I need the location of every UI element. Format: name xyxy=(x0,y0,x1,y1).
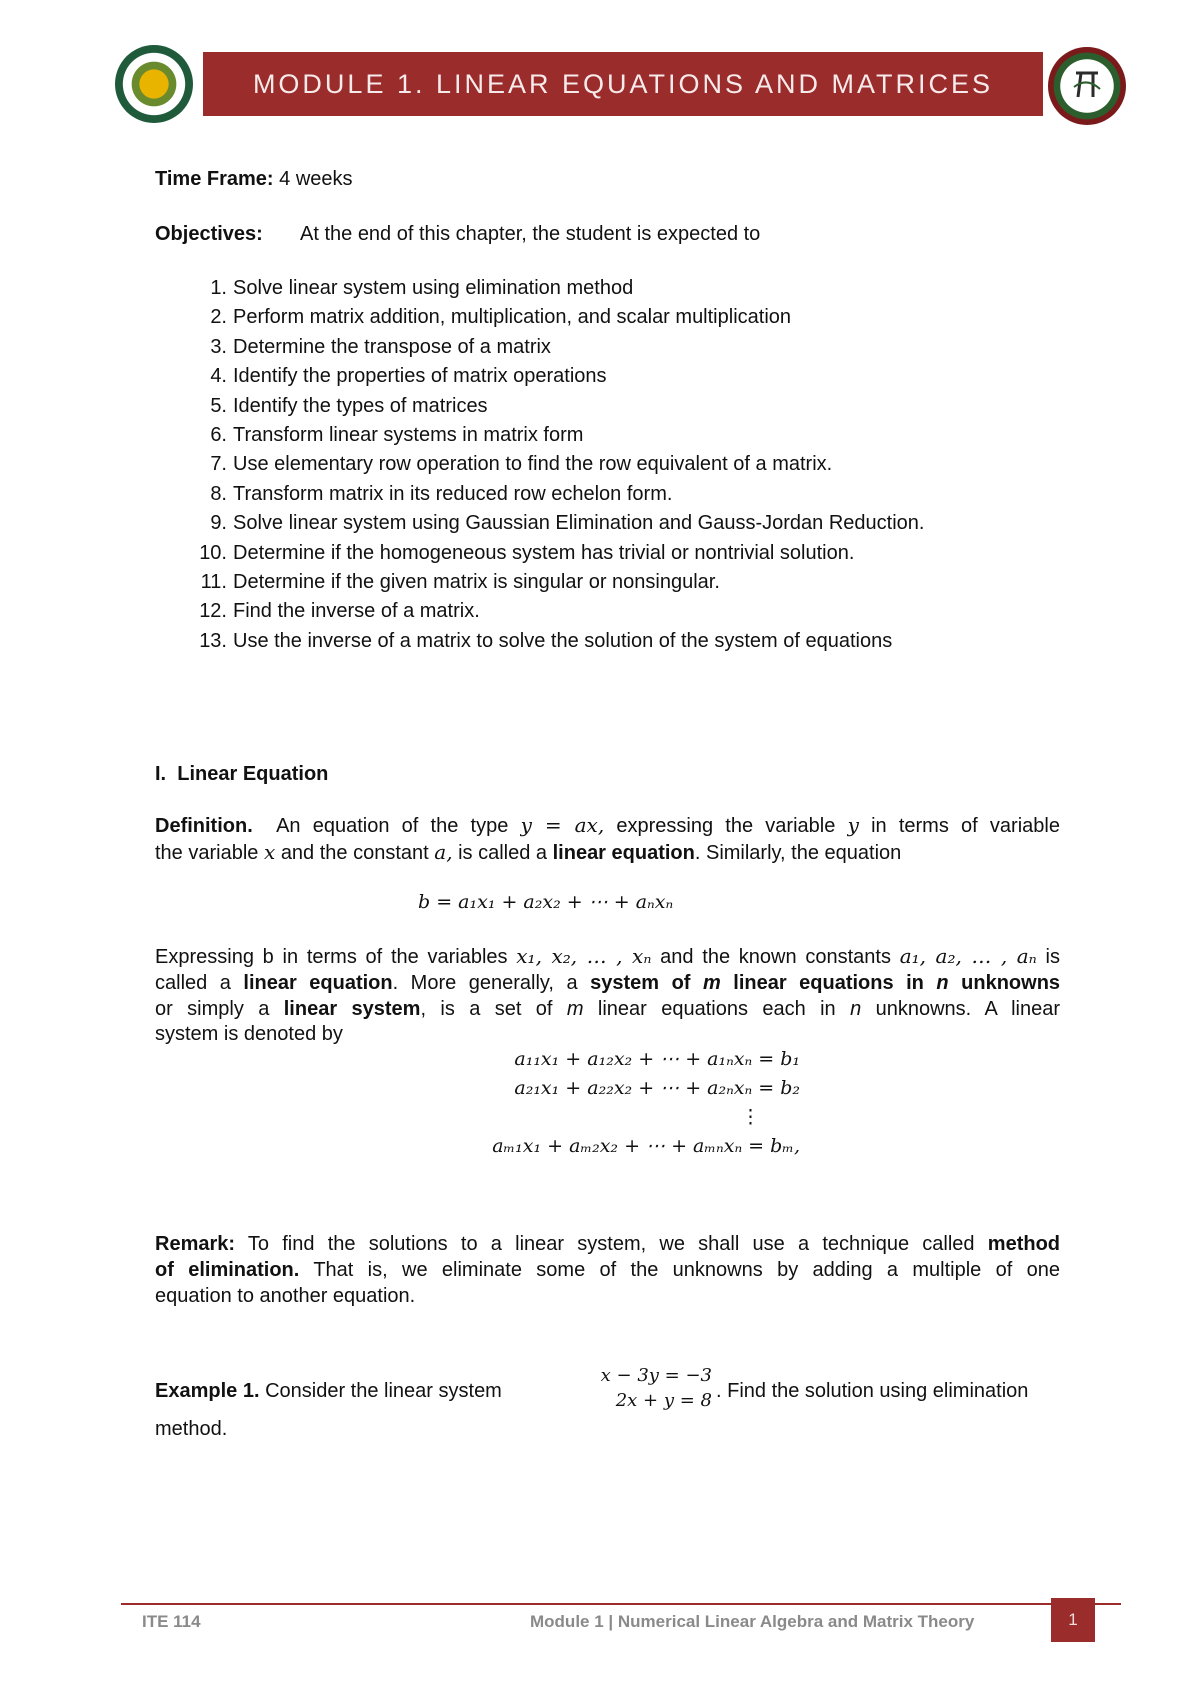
remark-label: Remark: xyxy=(155,1233,236,1255)
term-linear-equation: linear equation xyxy=(552,841,695,864)
department-seal-logo xyxy=(1048,47,1126,125)
linear-system-paragraph: Expressing b in terms of the variables x₁, x₂, … , xₙ and the known constants a₁, a₂, … , aₙ is called a linear equation. More generally, a system of m linear equations in n unknowns or simply a linear system, is a set of m linear equations each in n unknowns. A linear system is denoted by xyxy=(155,944,1061,1046)
linear-system-equations xyxy=(380,1045,800,1161)
list-item: 3. Determine the transpose of a matrix xyxy=(210,335,551,358)
section-heading xyxy=(155,763,328,786)
list-item: 6. Transform linear systems in matrix form xyxy=(210,423,584,446)
section-title: Linear Equation xyxy=(177,763,329,785)
list-item: 13. Use the inverse of a matrix to solve the solution of the system of equations xyxy=(199,629,893,652)
equation-row: a₁₁x₁ + a₁₂x₂ + ⋯ + a₁ₙxₙ = b₁ xyxy=(514,1048,800,1070)
remark-paragraph: Remark: To find the solutions to a linear system, we shall use a technique called method of elimination. That is, we eliminate some of the unknowns by adding a multiple of one equation to another equation. xyxy=(155,1233,1061,1307)
example-equation-1: x − 3y = −3 xyxy=(600,1365,712,1386)
objectives-label: Objectives: xyxy=(155,223,263,245)
module-title: MODULE 1. LINEAR EQUATIONS AND MATRICES xyxy=(252,68,994,99)
list-item: 4. Identify the properties of matrix operations xyxy=(210,365,607,388)
university-seal-logo xyxy=(115,45,193,123)
page-number-box xyxy=(1051,1598,1095,1642)
list-item: 9. Solve linear system using Gaussian Elimination and Gauss-Jordan Reduction. xyxy=(210,512,925,535)
time-frame-value: 4 weeks xyxy=(279,168,353,190)
example-instruction-end: method. xyxy=(155,1418,228,1440)
pi-emblem-icon xyxy=(1048,47,1126,125)
objectives-intro: At the end of this chapter, the student is expected to xyxy=(300,223,761,245)
list-item: 11. Determine if the given matrix is singular or nonsingular. xyxy=(200,570,720,593)
equation-row: a₂₁x₁ + a₂₂x₂ + ⋯ + a₂ₙxₙ = b₂ xyxy=(514,1077,800,1099)
equation-row: aₘ₁x₁ + aₘ₂x₂ + ⋯ + aₘₙxₙ = bₘ, xyxy=(492,1135,800,1157)
objectives-list xyxy=(188,274,924,656)
section-number: I. xyxy=(155,763,167,785)
example-label: Example 1. xyxy=(155,1380,260,1402)
footer-divider xyxy=(121,1603,1121,1605)
list-item: 2. Perform matrix addition, multiplication, and scalar multiplication xyxy=(210,306,792,329)
time-frame-label: Time Frame: xyxy=(155,168,274,190)
general-linear-equation: b = a₁x₁ + a₂x₂ + ⋯ + aₙxₙ xyxy=(418,891,674,913)
footer-module-title: Module 1 | Numerical Linear Algebra and Matrix Theory xyxy=(530,1612,975,1631)
time-frame xyxy=(155,168,353,191)
vertical-ellipsis: ⋮ xyxy=(741,1106,760,1128)
page-number: 1 xyxy=(1068,1610,1078,1629)
list-item: 10. Determine if the homogeneous system has trivial or nontrivial solution. xyxy=(199,541,855,564)
list-item: 8. Transform matrix in its reduced row echelon form. xyxy=(210,482,673,505)
example-system xyxy=(590,1363,712,1413)
inline-equation: y = ax, xyxy=(520,813,605,837)
definition-label: Definition. xyxy=(155,815,253,837)
example-instruction: . Find the solution using elimination xyxy=(716,1380,1029,1402)
definition-paragraph: Definition. An equation of the type y = ax, expressing the variable y in terms of variable the variable x and the constant a, is called a linear equation. Similarly, the equation xyxy=(155,813,1060,864)
list-item: 5. Identify the types of matrices xyxy=(210,394,488,417)
example-heading: Example 1. Consider the linear system xyxy=(155,1380,502,1402)
example-equation-2: 2x + y = 8 xyxy=(615,1390,712,1411)
module-title-banner xyxy=(203,52,1043,116)
list-item: 12. Find the inverse of a matrix. xyxy=(199,600,480,623)
objectives-heading xyxy=(155,223,263,246)
footer-course-code: ITE 114 xyxy=(142,1612,201,1631)
list-item: 7. Use elementary row operation to find the row equivalent of a matrix. xyxy=(210,453,833,476)
list-item: 1. Solve linear system using elimination method xyxy=(210,277,634,299)
